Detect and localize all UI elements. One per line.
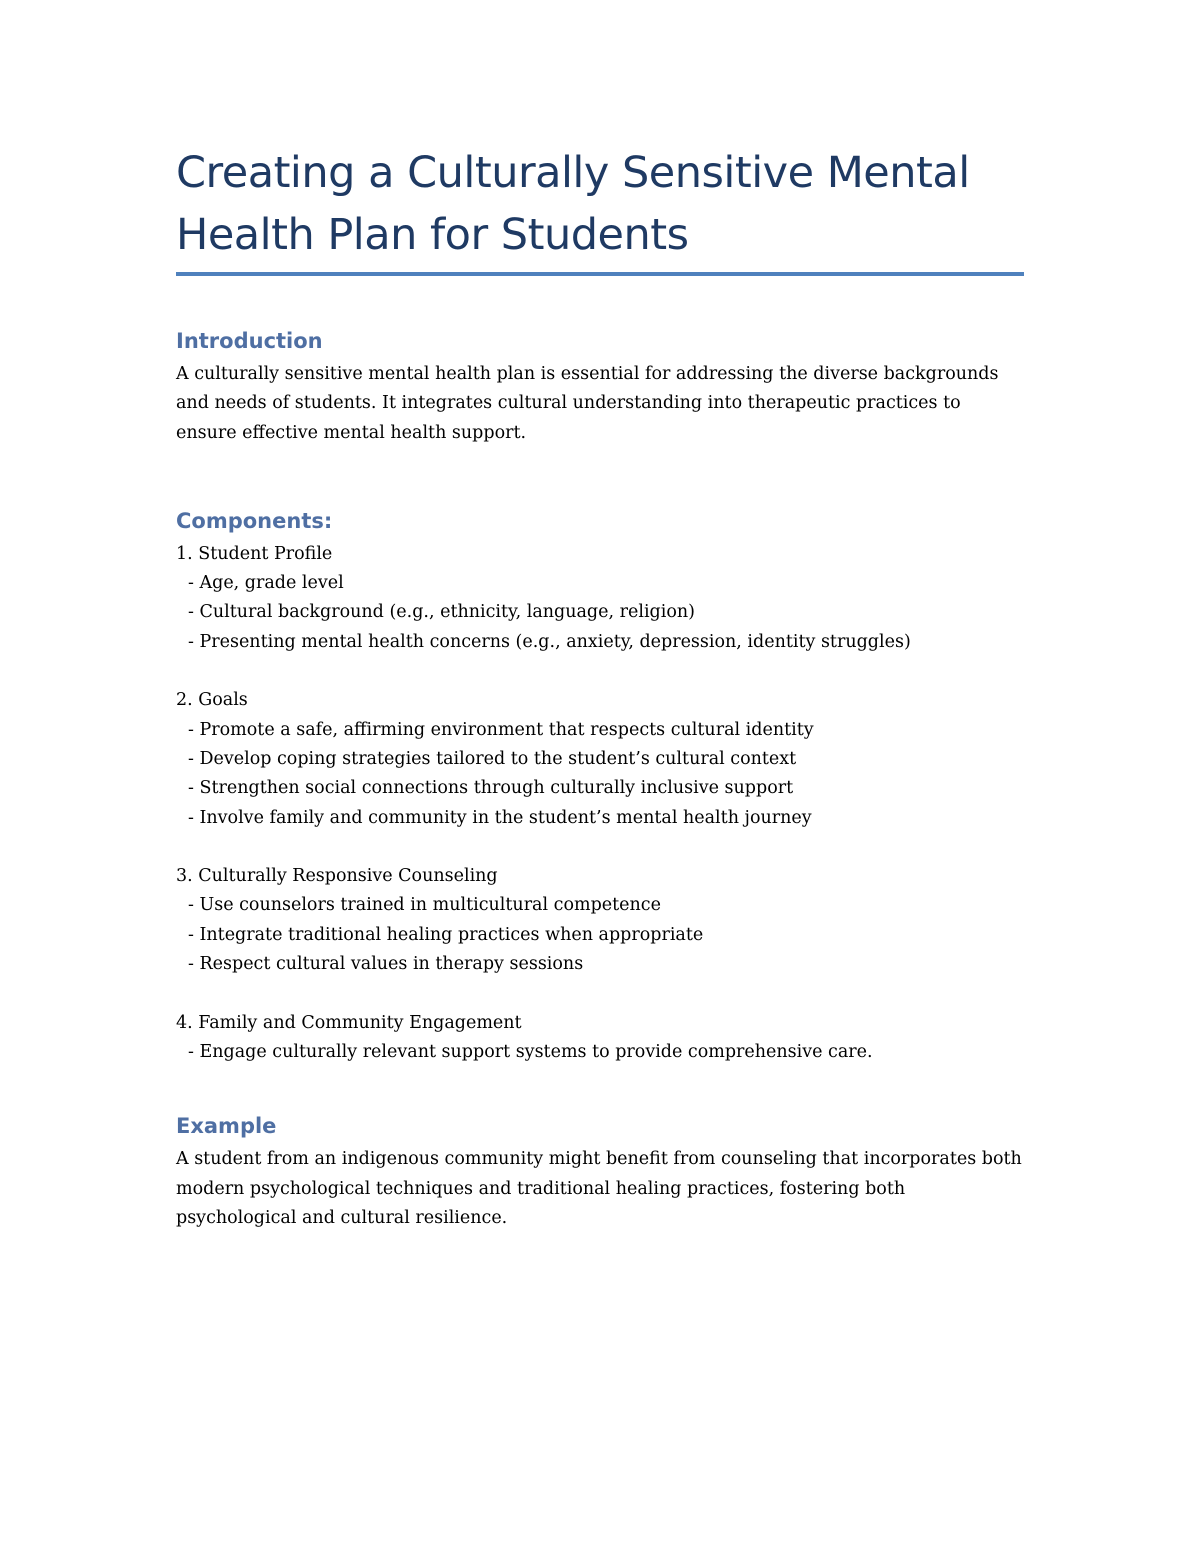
introduction-paragraph: A culturally sensitive mental health plan is essential for addressing the diverse backgrounds and needs of students. It integrates cultural understanding into therapeutic practices to ensure effective mental health support. [176,364,999,443]
component-items [176,716,1024,833]
title-underline-rule [176,272,1024,276]
component-family-community-engagement [176,1009,1024,1068]
list-item: - Cultural background (e.g., ethnicity, language, religion) [188,602,695,623]
list-item: - Strengthen social connections through culturally inclusive support [188,778,794,799]
components-heading: Components: [176,508,333,533]
example-heading: Example [176,1114,277,1139]
component-title: 2. Goals [176,690,248,711]
list-item: - Promote a safe, affirming environment that respects cultural identity [188,719,814,740]
component-items [176,891,1024,979]
example-paragraph: A student from an indigenous community might benefit from counseling that incorporates both modern psychological techniques and traditional healing practices, fostering both psychological and cultural resilience. [176,1149,1022,1228]
component-goals [176,686,1024,832]
document-title: Creating a Culturally Sensitive Mental Health Plan for Students [176,148,970,260]
component-title: 4. Family and Community Engagement [176,1012,522,1033]
list-item: - Presenting mental health concerns (e.g., anxiety, depression, identity struggles) [188,631,911,652]
components-section [176,506,1024,1067]
example-section [176,1111,1024,1233]
component-title: 3. Culturally Responsive Counseling [176,866,498,887]
list-item: - Involve family and community in the student’s mental health journey [188,807,812,828]
list-item: - Develop coping strategies tailored to the student’s cultural context [188,748,797,769]
component-title: 1. Student Profile [176,543,333,564]
document-content [176,142,1024,1233]
list-item: - Use counselors trained in multicultural competence [188,895,661,916]
component-items [176,1038,1024,1067]
component-items [176,569,1024,657]
component-culturally-responsive-counseling [176,862,1024,979]
introduction-heading: Introduction [176,329,323,353]
list-item: - Engage culturally relevant support systems to provide comprehensive care. [188,1041,873,1062]
components-list [176,540,1024,1067]
list-item: - Age, grade level [188,573,344,594]
introduction-section [176,326,1024,448]
list-item: - Integrate traditional healing practices when appropriate [188,924,704,945]
component-student-profile [176,540,1024,657]
list-item: - Respect cultural values in therapy sessions [188,954,584,975]
